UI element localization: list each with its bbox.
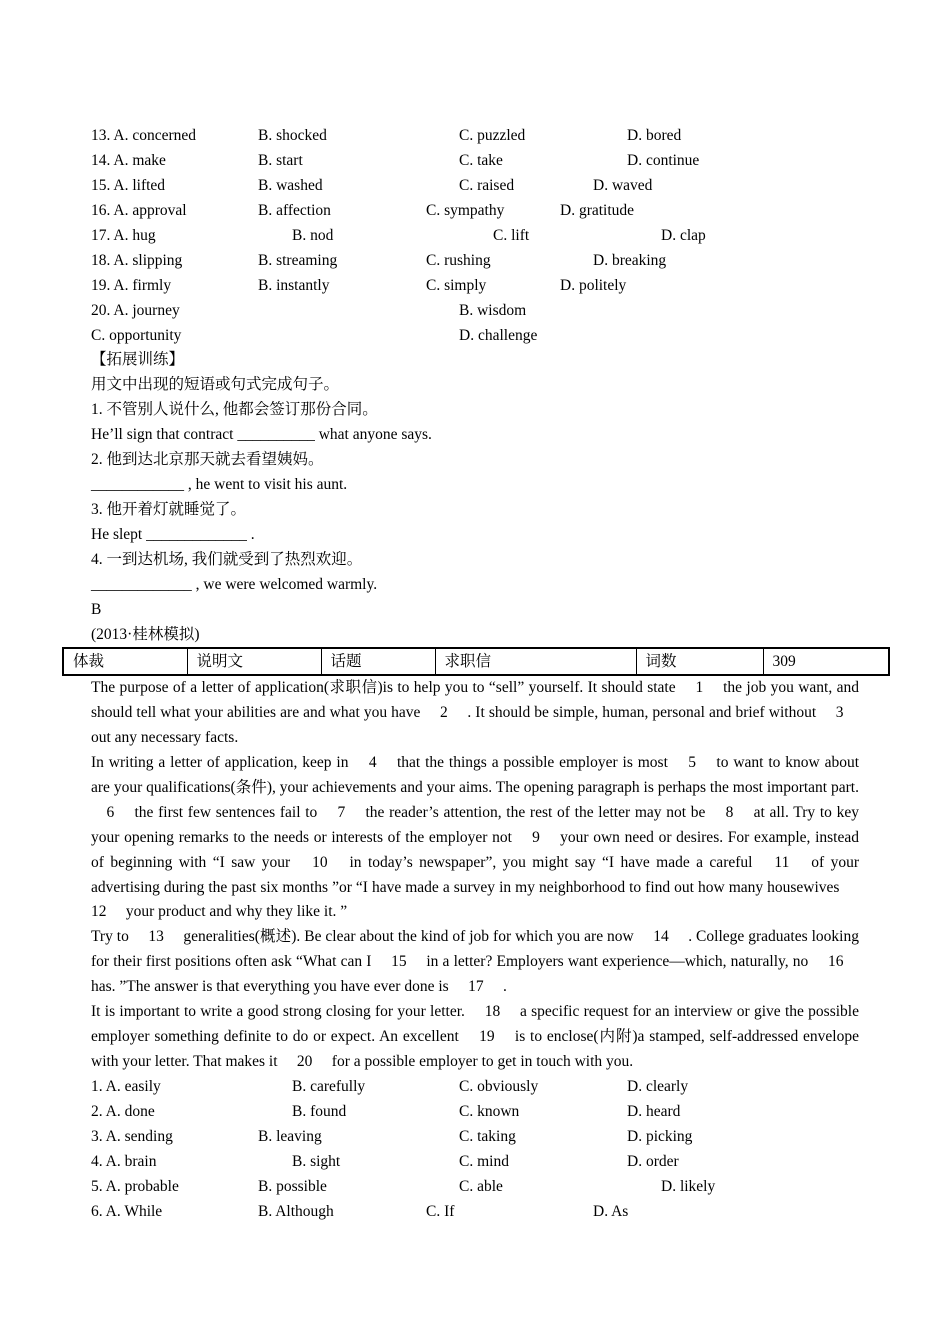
option-c: C. puzzled — [459, 127, 526, 144]
option-a: A. concerned — [113, 127, 197, 144]
option-a: A. easily — [105, 1078, 161, 1095]
option-d: D. clearly — [627, 1078, 689, 1095]
section-heading: 【拓展训练】 — [91, 351, 185, 368]
option-d: D. continue — [627, 152, 700, 169]
genre-value: 说明文 — [187, 648, 321, 675]
blank-number: 12 — [91, 878, 859, 921]
option-number: 16. A. approval — [91, 202, 187, 219]
option-number: 20. A. journey — [91, 302, 180, 319]
option-c: C. able — [459, 1178, 503, 1195]
exercise-cn: 4. 一到达机场, 我们就受到了热烈欢迎。 — [91, 551, 363, 568]
option-b: B. shocked — [258, 127, 327, 144]
exercise-en: _____________ , we were welcomed warmly. — [91, 576, 378, 593]
passage-paragraph: In writing a letter of application, keep in 4 that the things a possible employer is most 5 to want to know about are your qualifications(条件), your achievements and your aims. The opening paragraph is perhaps the most important part. 6 the first few sentences fail to 7 the reader’s attention, the rest of the letter may not be 8 at all. Try to key your opening remarks to the needs or interests of the employer not 9 your own need or desires. For example, instead of beginning with “I saw your 10 in today’s newspaper”, you might say “I have made a careful 11 of your advertising during the past six months ”or “I have made a survey in my neighborhood to find out how many housewives 12 your product and why they like it. ” — [91, 754, 860, 921]
words-value: 309 — [763, 648, 889, 675]
option-b: B. affection — [258, 202, 331, 219]
option-b: B. Although — [258, 1203, 334, 1220]
option-d: D. picking — [627, 1128, 693, 1145]
option-d: D. breaking — [593, 252, 667, 269]
option-number: 2. A. done — [91, 1103, 155, 1120]
blank-number: 15 — [375, 952, 423, 970]
option-a: A. hug — [113, 227, 156, 244]
option-c: C. known — [459, 1103, 520, 1120]
topic-label: 话题 — [321, 648, 435, 675]
blank-number: 2 — [424, 703, 464, 721]
option-d: D. waved — [593, 177, 653, 194]
option-c: C. mind — [459, 1153, 509, 1170]
option-c: C. rushing — [426, 252, 491, 269]
blank-number: 4 — [353, 754, 393, 771]
option-a: A. approval — [113, 202, 187, 219]
option-number: 4. A. brain — [91, 1153, 157, 1170]
option-b: B. found — [292, 1103, 347, 1120]
option-a: A. probable — [105, 1178, 179, 1195]
blank-number: 11 — [758, 853, 805, 871]
option-d: D. clap — [661, 227, 706, 244]
blank-number: 13 — [132, 928, 180, 945]
option-c: C. obviously — [459, 1078, 539, 1095]
exercise-cn: 1. 不管别人说什么, 他都会签订那份合同。 — [91, 401, 378, 418]
option-d: D. heard — [627, 1103, 681, 1120]
option-a: A. journey — [113, 302, 180, 319]
section-label: B — [91, 601, 102, 618]
option-c: C. sympathy — [426, 202, 505, 219]
option-number: 17. A. hug — [91, 227, 156, 244]
option-a: A. While — [105, 1203, 163, 1220]
option-number: 19. A. firmly — [91, 277, 172, 294]
blank-number: 17 — [452, 977, 500, 995]
instruction: 用文中出现的短语或句式完成句子。 — [91, 376, 340, 393]
words-label: 词数 — [636, 648, 763, 675]
blank-number: 19 — [463, 1027, 511, 1045]
option-number: 5. A. probable — [91, 1178, 179, 1195]
blank-number: 1 — [679, 679, 719, 696]
exercise-en: ____________ , he went to visit his aunt. — [91, 476, 348, 493]
option-a: A. brain — [105, 1153, 157, 1170]
info-table — [62, 647, 890, 676]
option-b: B. start — [258, 152, 303, 169]
option-a: A. slipping — [113, 252, 183, 269]
blank-number: 20 — [281, 1052, 328, 1070]
passage-paragraph: The purpose of a letter of application(求职信)is to help you to “sell” yourself. It should state 1 the job you want, and should tell what your abilities are and what you have 2 . It should be simple, human, personal and brief without 3 out any necessary facts. — [91, 679, 859, 746]
option-d: D. likely — [661, 1178, 716, 1195]
option-d: D. As — [593, 1203, 629, 1220]
option-c: C. take — [459, 152, 503, 169]
exercise-en: He’ll sign that contract __________ what anyone says. — [91, 426, 432, 443]
blank-number: 18 — [469, 1003, 516, 1020]
option-a: A. done — [105, 1103, 155, 1120]
option-b: B. sight — [292, 1153, 341, 1170]
option-c: C. raised — [459, 177, 515, 194]
option-number: 6. A. While — [91, 1203, 163, 1220]
option-b: B. instantly — [258, 277, 330, 294]
passage-paragraph: Try to 13 generalities(概述). Be clear about the kind of job for which you are now 14 . College graduates looking for their first positions often ask “What can I 15 in a letter? Employers want experience—which, naturally, no 16 has. ”The answer is that everything you have ever done is 17 . — [91, 928, 859, 995]
option-c: C. simply — [426, 277, 487, 294]
blank-number: 6 — [91, 803, 130, 821]
option-c: C. If — [426, 1203, 455, 1220]
option-a: A. lifted — [113, 177, 166, 194]
blank-number: 9 — [516, 828, 556, 846]
option-b: B. washed — [258, 177, 323, 194]
option-number: 3. A. sending — [91, 1128, 173, 1145]
option-number: 13. A. concerned — [91, 127, 197, 144]
option-d: D. order — [627, 1153, 679, 1170]
blank-number: 10 — [296, 853, 344, 871]
option-c: C. taking — [459, 1128, 516, 1145]
passage-paragraph: It is important to write a good strong closing for your letter. 18 a specific request for an interview or give the possible employer something definite to do or expect. An excellent 19 is to enclose(内附)a stamped, self-addressed envelope with your letter. That makes it 20 for a possible employer to get in touch with you. — [91, 1003, 859, 1070]
exercise-cn: 2. 他到达北京那天就去看望姨妈。 — [91, 451, 324, 468]
blank-number: 7 — [322, 803, 361, 821]
option-number: 18. A. slipping — [91, 252, 183, 269]
exercise-cn: 3. 他开着灯就睡觉了。 — [91, 501, 247, 518]
topic-value: 求职信 — [435, 648, 636, 675]
table-row — [63, 648, 889, 675]
option-d: D. bored — [627, 127, 682, 144]
exercise-en: He slept _____________ . — [91, 526, 255, 543]
option-c: C. lift — [493, 227, 530, 244]
option-d: D. politely — [560, 277, 627, 294]
source-label: (2013·桂林模拟) — [91, 626, 200, 643]
option-c: C. opportunity — [91, 327, 182, 344]
option-b: B. nod — [292, 227, 334, 244]
option-b: B. possible — [258, 1178, 327, 1195]
option-a: A. sending — [105, 1128, 173, 1145]
option-number: 15. A. lifted — [91, 177, 166, 194]
blank-number: 5 — [672, 754, 712, 771]
option-b: B. wisdom — [459, 302, 527, 319]
blank-number: 8 — [710, 803, 749, 821]
option-d: D. challenge — [459, 327, 538, 344]
option-b: B. streaming — [258, 252, 338, 269]
genre-label: 体裁 — [63, 648, 187, 675]
blank-number: 14 — [637, 928, 685, 945]
option-number: 14. A. make — [91, 152, 166, 169]
option-b: B. leaving — [258, 1128, 322, 1145]
option-number: 1. A. easily — [91, 1078, 161, 1095]
option-b: B. carefully — [292, 1078, 366, 1095]
blank-number: 3 — [820, 703, 859, 721]
option-a: A. firmly — [113, 277, 172, 294]
blank-number: 16 — [812, 952, 859, 970]
option-d: D. gratitude — [560, 202, 635, 219]
option-a: A. make — [113, 152, 166, 169]
